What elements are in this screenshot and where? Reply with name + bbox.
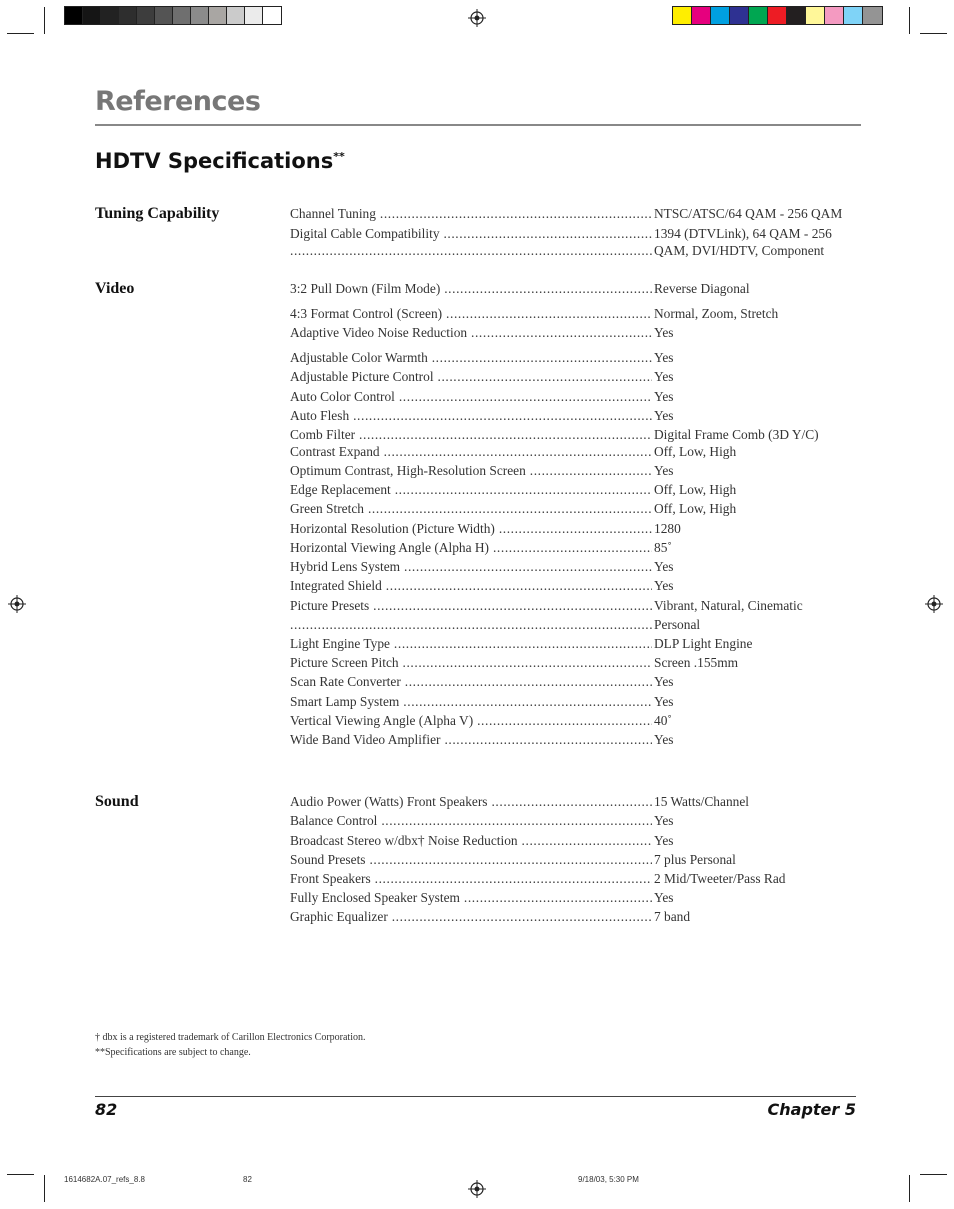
color-swatch: [119, 7, 137, 24]
category-video: Video: [95, 280, 135, 297]
color-swatch: [65, 7, 83, 24]
spec-value: Yes: [654, 369, 674, 384]
spec-label: Adjustable Color Warmth .....: [290, 350, 652, 366]
crop-mark: [920, 1174, 947, 1175]
color-swatch: [825, 7, 844, 24]
crop-mark: [44, 7, 45, 34]
spec-value: Personal: [654, 617, 701, 632]
color-swatch: [263, 7, 281, 24]
spec-label: Front Speakers .....: [290, 871, 652, 887]
section-heading-mark: **: [333, 150, 345, 163]
registration-mark-icon: [8, 595, 26, 613]
slug-timestamp: 9/18/03, 5:30 PM: [578, 1175, 639, 1184]
spec-label: Fully Enclosed Speaker System .....: [290, 890, 652, 906]
spec-label: Comb Filter .....: [290, 427, 652, 443]
spec-label: Horizontal Viewing Angle (Alpha H) .....: [290, 540, 652, 556]
color-swatch: [711, 7, 730, 24]
spec-label: Wide Band Video Amplifier .....: [290, 732, 652, 748]
category-sound: Sound: [95, 793, 139, 810]
spec-label: Optimum Contrast, High-Resolution Screen .....: [290, 463, 652, 479]
spec-label: Vertical Viewing Angle (Alpha V) .....: [290, 713, 652, 729]
spec-value: Yes: [654, 732, 674, 747]
grayscale-color-bar: [64, 6, 282, 25]
spec-label: Integrated Shield .....: [290, 578, 652, 594]
spec-value: 40˚: [654, 713, 672, 728]
spec-label: Broadcast Stereo w/dbx† Noise Reduction .....: [290, 833, 652, 849]
footer-rule: [95, 1096, 856, 1097]
crop-mark: [7, 33, 34, 34]
spec-value: Screen .155mm: [654, 655, 739, 670]
spec-value: Yes: [654, 813, 674, 828]
footnote-specs: **Specifications are subject to change.: [95, 1047, 251, 1058]
color-swatch: [863, 7, 882, 24]
crop-mark: [909, 1175, 910, 1202]
spec-label: Smart Lamp System .....: [290, 694, 652, 710]
color-swatch: [787, 7, 806, 24]
spec-value: 7 plus Personal: [654, 852, 736, 867]
spec-value: Yes: [654, 389, 674, 404]
color-swatch: [173, 7, 191, 24]
color-swatch: [209, 7, 227, 24]
spec-label: Hybrid Lens System .....: [290, 559, 652, 575]
spec-label: Scan Rate Converter .....: [290, 674, 652, 690]
spec-value: Yes: [654, 325, 674, 340]
spec-value: QAM, DVI/HDTV, Component: [654, 243, 825, 258]
color-swatch: [768, 7, 787, 24]
crop-mark: [909, 7, 910, 34]
color-swatch: [245, 7, 263, 24]
spec-value: 85˚: [654, 540, 672, 555]
slug-page: 82: [243, 1175, 252, 1184]
page-number: 82: [95, 1100, 118, 1119]
registration-mark-icon: [468, 9, 486, 27]
spec-value: Yes: [654, 408, 674, 423]
spec-label: [290, 617, 652, 633]
registration-mark-icon: [925, 595, 943, 613]
spec-label: Graphic Equalizer .....: [290, 909, 652, 925]
spec-label: Sound Presets .....: [290, 852, 652, 868]
spec-value: DLP Light Engine: [654, 636, 753, 651]
spec-value: Yes: [654, 578, 674, 593]
process-color-bar: [672, 6, 883, 25]
spec-label: Edge Replacement .....: [290, 482, 652, 498]
crop-mark: [7, 1174, 34, 1175]
spec-value: 2 Mid/Tweeter/Pass Rad: [654, 871, 786, 886]
spec-label: Channel Tuning .....: [290, 206, 652, 222]
spec-label: Adjustable Picture Control .....: [290, 369, 652, 385]
color-swatch: [692, 7, 711, 24]
spec-value: Digital Frame Comb (3D Y/C): [654, 427, 819, 442]
color-swatch: [844, 7, 863, 24]
category-tuning-capability: Tuning Capability: [95, 205, 220, 222]
spec-value: Yes: [654, 694, 674, 709]
spec-value: 1394 (DTVLink), 64 QAM - 256: [654, 226, 832, 241]
color-swatch: [730, 7, 749, 24]
spec-label: [290, 243, 652, 259]
color-swatch: [155, 7, 173, 24]
color-swatch: [749, 7, 768, 24]
spec-value: Off, Low, High: [654, 482, 737, 497]
spec-value: NTSC/ATSC/64 QAM - 256 QAM: [654, 206, 843, 221]
crop-mark: [44, 1175, 45, 1202]
spec-label: Light Engine Type .....: [290, 636, 652, 652]
spec-label: Auto Color Control .....: [290, 389, 652, 405]
spec-value: Off, Low, High: [654, 501, 737, 516]
spec-value: 15 Watts/Channel: [654, 794, 750, 809]
color-swatch: [806, 7, 825, 24]
spec-value: 7 band: [654, 909, 691, 924]
spec-label: Green Stretch .....: [290, 501, 652, 517]
color-swatch: [673, 7, 692, 24]
crop-mark: [920, 33, 947, 34]
chapter-label: Chapter 5: [767, 1100, 856, 1119]
spec-label: 3:2 Pull Down (Film Mode) .....: [290, 281, 652, 297]
spec-value: Vibrant, Natural, Cinematic: [654, 598, 803, 613]
color-swatch: [83, 7, 101, 24]
color-swatch: [191, 7, 209, 24]
spec-value: Yes: [654, 350, 674, 365]
spec-label: Picture Screen Pitch .....: [290, 655, 652, 671]
color-swatch: [101, 7, 119, 24]
spec-value: 1280: [654, 521, 681, 536]
spec-value: Off, Low, High: [654, 444, 737, 459]
page-title: References: [95, 86, 261, 117]
title-rule: [95, 124, 861, 126]
color-swatch: [137, 7, 155, 24]
spec-label: Audio Power (Watts) Front Speakers .....: [290, 794, 652, 810]
spec-value: Yes: [654, 463, 674, 478]
section-heading-text: HDTV Specifications: [95, 149, 334, 173]
spec-value: Normal, Zoom, Stretch: [654, 306, 779, 321]
spec-label: Adaptive Video Noise Reduction .....: [290, 325, 652, 341]
spec-value: Yes: [654, 833, 674, 848]
footnote-dbx: † dbx is a registered trademark of Carillon Electronics Corporation.: [95, 1032, 366, 1043]
spec-value: Yes: [654, 890, 674, 905]
color-swatch: [227, 7, 245, 24]
section-heading: [95, 149, 345, 173]
spec-label: Digital Cable Compatibility .....: [290, 226, 652, 242]
spec-value: Yes: [654, 674, 674, 689]
spec-label: Picture Presets .....: [290, 598, 652, 614]
registration-mark-icon: [468, 1180, 486, 1198]
spec-label: 4:3 Format Control (Screen) .....: [290, 306, 652, 322]
spec-label: Auto Flesh .....: [290, 408, 652, 424]
spec-label: Balance Control .....: [290, 813, 652, 829]
spec-value: Reverse Diagonal: [654, 281, 750, 296]
spec-label: Contrast Expand .....: [290, 444, 652, 460]
spec-label: Horizontal Resolution (Picture Width) .....: [290, 521, 652, 537]
spec-value: Yes: [654, 559, 674, 574]
slug-file: 1614682A.07_refs_8.8: [64, 1175, 145, 1184]
